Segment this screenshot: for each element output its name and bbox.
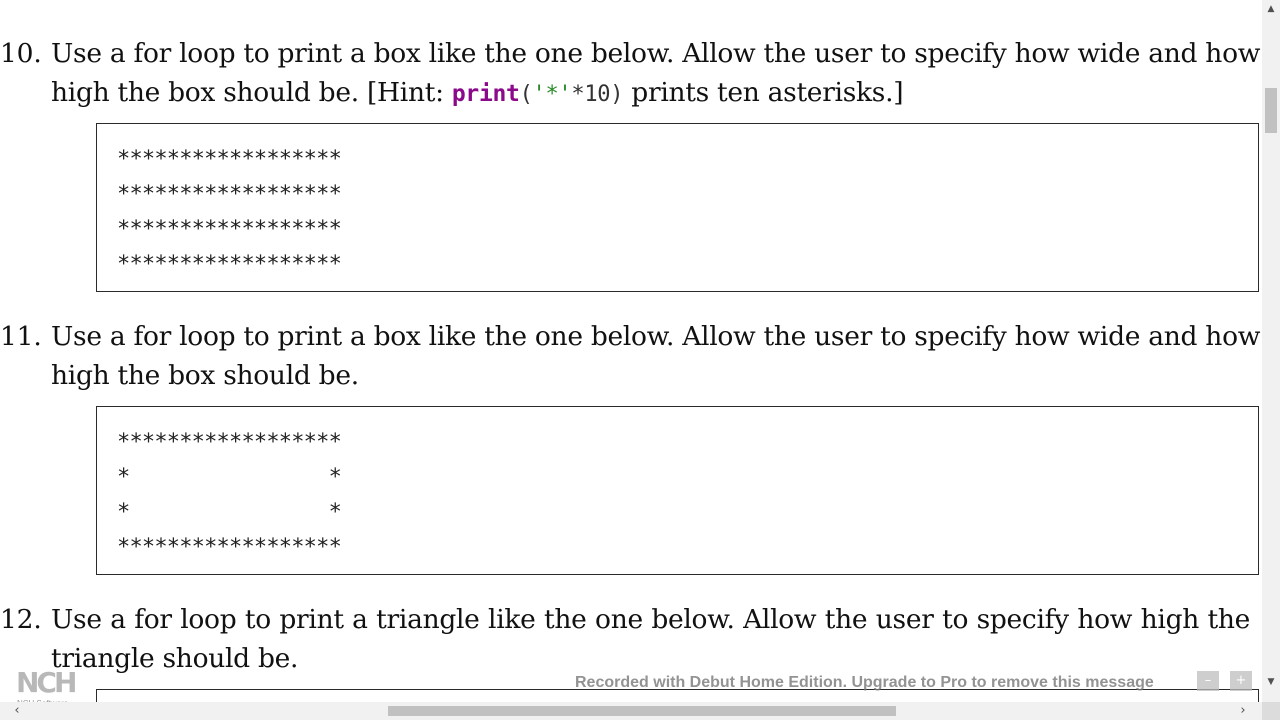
- problem-12-number: 12.: [0, 604, 42, 635]
- problem-12-line-2: triangle should be.: [51, 643, 299, 674]
- problem-11-output-box: [96, 406, 1259, 575]
- problem-10-line-1: Use a for loop to print a box like the one below. Allow the user to specify how wide and how: [51, 38, 1261, 69]
- output-line: ******************: [117, 535, 342, 560]
- code-rest: *10): [571, 82, 624, 107]
- output-line: ******************: [117, 217, 342, 242]
- output-line: * *: [117, 500, 342, 525]
- problem-10-line-2-text: high the box should be. [Hint:: [51, 77, 452, 108]
- nch-logo-letters: NCH: [16, 666, 75, 699]
- problem-11-line-2: high the box should be.: [51, 360, 359, 391]
- code-string-literal: '*': [532, 82, 572, 107]
- code-print-keyword: print: [451, 81, 520, 107]
- scroll-right-arrow-icon[interactable]: ›: [1240, 703, 1246, 718]
- scrollbar-corner: [1262, 702, 1280, 720]
- scroll-up-arrow-icon[interactable]: ▲: [1267, 4, 1275, 14]
- recording-watermark: Recorded with Debut Home Edition. Upgrade to Pro to remove this message: [575, 674, 1154, 691]
- problem-10-number: 10.: [0, 38, 42, 69]
- problem-11-line-1: Use a for loop to print a box like the one below. Allow the user to specify how wide and how: [51, 321, 1261, 352]
- problem-12-line-1: Use a for loop to print a triangle like the one below. Allow the user to specify how high the: [51, 604, 1250, 635]
- vertical-scrollbar[interactable]: [1262, 0, 1280, 702]
- problem-10-line-2-end: prints ten asterisks.]: [623, 77, 904, 108]
- code-open-paren: (: [519, 82, 533, 107]
- horizontal-scrollbar[interactable]: [0, 702, 1262, 720]
- minimize-overlay-button[interactable]: –: [1197, 671, 1219, 691]
- output-line: ******************: [117, 182, 342, 207]
- problem-11-number: 11.: [0, 321, 42, 352]
- vertical-scrollbar-thumb[interactable]: [1265, 88, 1277, 133]
- scroll-down-arrow-icon[interactable]: ▼: [1267, 677, 1275, 687]
- horizontal-scrollbar-thumb[interactable]: [388, 706, 896, 716]
- output-line: ******************: [117, 147, 342, 172]
- scroll-left-arrow-icon[interactable]: ‹: [14, 703, 20, 718]
- add-overlay-button[interactable]: +: [1230, 671, 1252, 691]
- output-line: ******************: [117, 252, 342, 277]
- problem-10-output-box: [96, 123, 1259, 292]
- output-line: ******************: [117, 430, 342, 455]
- problem-10-line-2: [51, 73, 903, 114]
- output-line: * *: [117, 465, 342, 490]
